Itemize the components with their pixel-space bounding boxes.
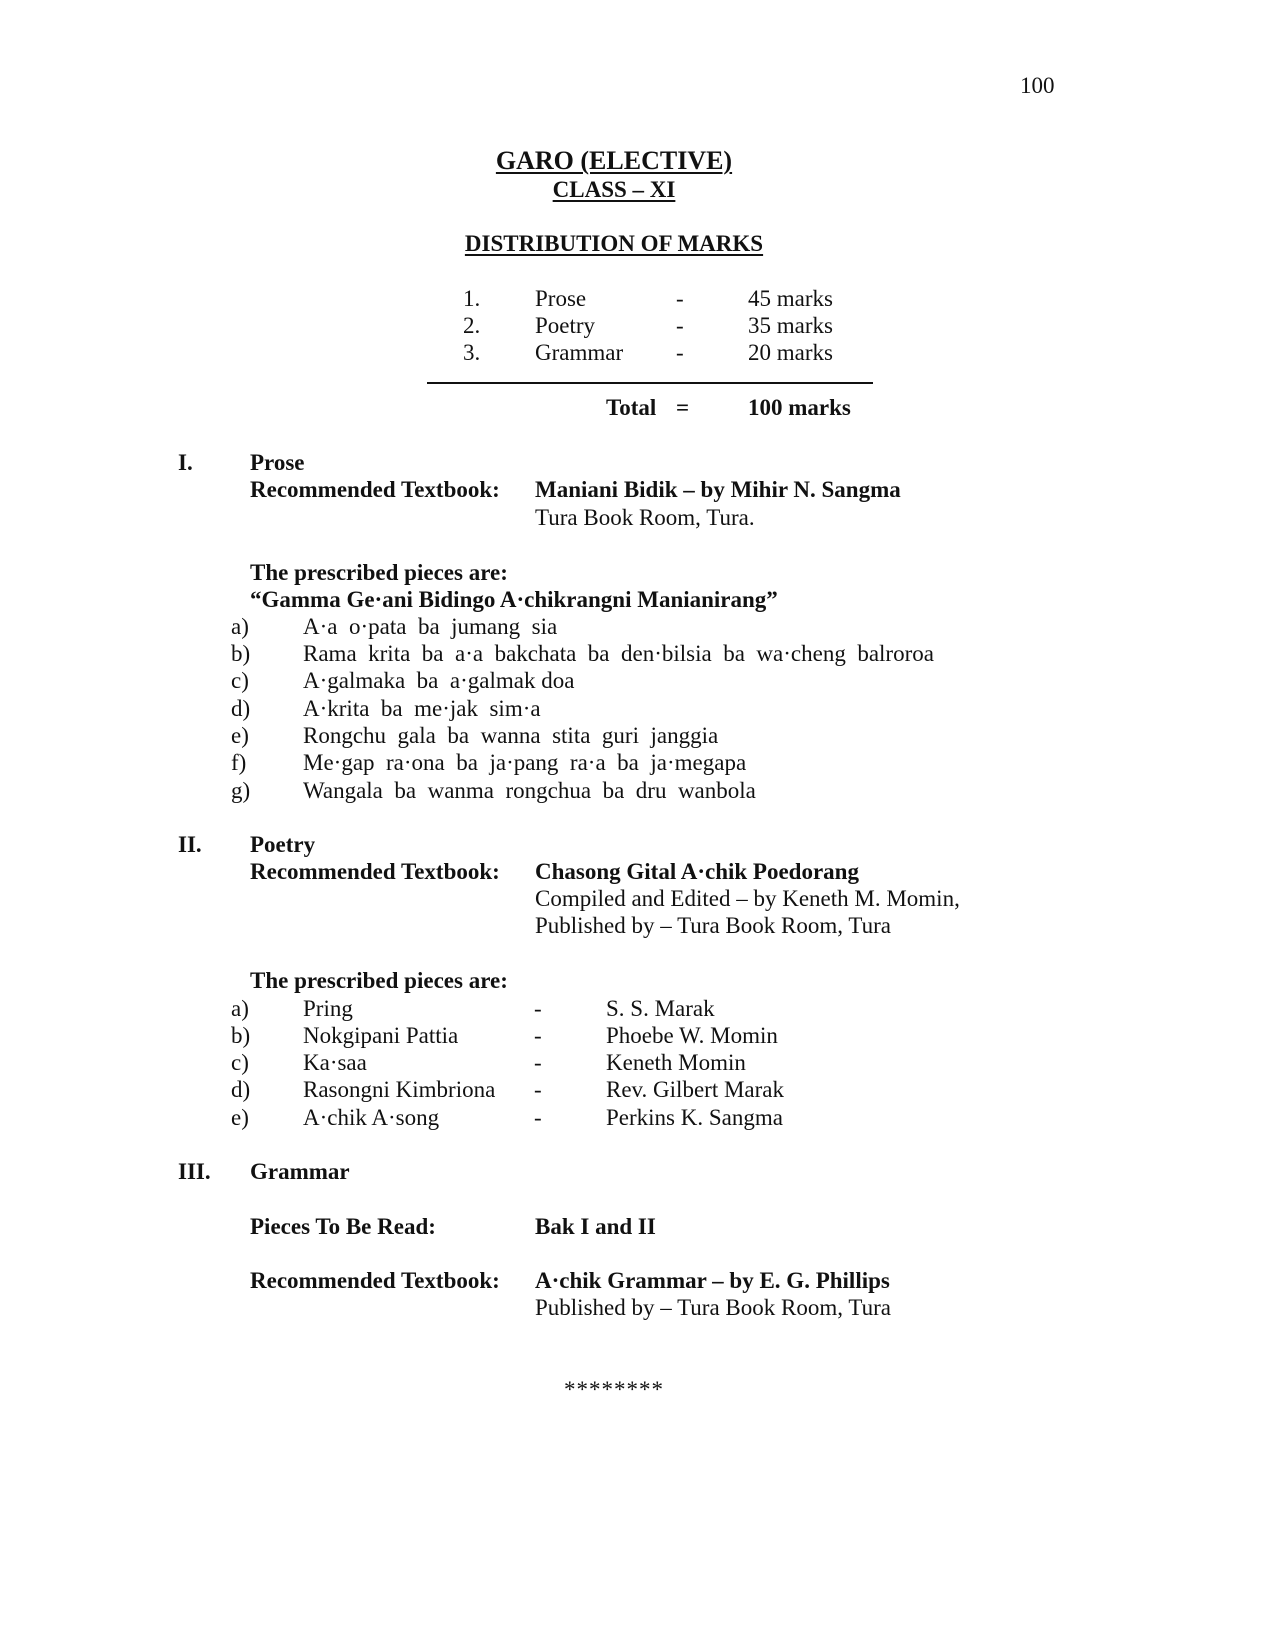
poem-title: A·chik A·song xyxy=(303,1105,440,1130)
total-rule xyxy=(427,382,873,384)
end-mark: ******** xyxy=(564,1377,664,1402)
list-text: Rama krita ba a·a bakchata ba den·bilsia ba wa·cheng balroroa xyxy=(303,641,934,666)
list-letter: f) xyxy=(231,750,247,775)
pieces-value: Bak I and II xyxy=(535,1214,656,1239)
total-value: 100 marks xyxy=(748,395,851,420)
list-letter: d) xyxy=(231,696,251,721)
page-number: 100 xyxy=(1020,73,1055,98)
poem-title: Nokgipani Pattia xyxy=(303,1023,459,1048)
total-equals: = xyxy=(676,395,690,420)
pieces-heading: The prescribed pieces are: xyxy=(250,560,508,585)
section-heading: Grammar xyxy=(250,1159,350,1184)
distribution-marks: 45 marks xyxy=(748,286,833,311)
pieces-label: Pieces To Be Read: xyxy=(250,1214,436,1239)
section-numeral: III. xyxy=(178,1159,211,1184)
distribution-marks: 35 marks xyxy=(748,313,833,338)
distribution-marks: 20 marks xyxy=(748,340,833,365)
list-letter: g) xyxy=(231,778,251,803)
total-label: Total xyxy=(606,395,657,420)
pieces-subtitle: “Gamma Ge·ani Bidingo A·chikrangni Manianirang” xyxy=(250,587,778,612)
textbook-compiler: Compiled and Edited – by Keneth M. Momin, xyxy=(535,886,960,911)
list-letter: a) xyxy=(231,996,249,1021)
section-numeral: II. xyxy=(178,832,202,857)
list-letter: d) xyxy=(231,1077,251,1102)
pieces-heading: The prescribed pieces are: xyxy=(250,968,508,993)
textbook-label: Recommended Textbook: xyxy=(250,859,500,884)
list-letter: e) xyxy=(231,1105,249,1130)
textbook-publisher: Published by – Tura Book Room, Tura xyxy=(535,1295,891,1320)
poem-title: Ka·saa xyxy=(303,1050,367,1075)
list-letter: a) xyxy=(231,614,249,639)
poem-author: Perkins K. Sangma xyxy=(606,1105,783,1130)
distribution-number: 2. xyxy=(463,313,481,338)
poem-dash: - xyxy=(534,1077,542,1102)
list-text: Wangala ba wanma rongchua ba dru wanbola xyxy=(303,778,756,803)
poem-dash: - xyxy=(534,1050,542,1075)
distribution-section: Poetry xyxy=(535,313,596,338)
poem-dash: - xyxy=(534,1105,542,1130)
textbook-title: Maniani Bidik – by Mihir N. Sangma xyxy=(535,477,901,502)
list-letter: c) xyxy=(231,1050,249,1075)
section-heading: Poetry xyxy=(250,832,316,857)
distribution-dash: - xyxy=(676,313,684,338)
distribution-number: 3. xyxy=(463,340,481,365)
page-title: GARO (ELECTIVE) xyxy=(495,146,733,175)
list-letter: e) xyxy=(231,723,249,748)
poem-author: S. S. Marak xyxy=(606,996,715,1021)
textbook-title: A·chik Grammar – by E. G. Phillips xyxy=(535,1268,890,1293)
distribution-heading: DISTRIBUTION OF MARKS xyxy=(464,231,764,256)
textbook-label: Recommended Textbook: xyxy=(250,477,500,502)
list-letter: c) xyxy=(231,668,249,693)
poem-dash: - xyxy=(534,996,542,1021)
poem-title: Rasongni Kimbriona xyxy=(303,1077,496,1102)
list-text: A·krita ba me·jak sim·a xyxy=(303,696,541,721)
distribution-dash: - xyxy=(676,286,684,311)
list-text: Me·gap ra·ona ba ja·pang ra·a ba ja·megapa xyxy=(303,750,747,775)
list-text: A·a o·pata ba jumang sia xyxy=(303,614,558,639)
poem-dash: - xyxy=(534,1023,542,1048)
poem-author: Rev. Gilbert Marak xyxy=(606,1077,784,1102)
list-letter: b) xyxy=(231,1023,251,1048)
distribution-dash: - xyxy=(676,340,684,365)
poem-author: Phoebe W. Momin xyxy=(606,1023,778,1048)
textbook-publisher: Tura Book Room, Tura. xyxy=(535,505,755,530)
textbook-publisher: Published by – Tura Book Room, Tura xyxy=(535,913,891,938)
list-text: Rongchu gala ba wanna stita guri janggia xyxy=(303,723,719,748)
class-subtitle: CLASS – XI xyxy=(552,177,676,202)
section-heading: Prose xyxy=(250,450,305,475)
poem-title: Pring xyxy=(303,996,353,1021)
textbook-title: Chasong Gital A·chik Poedorang xyxy=(535,859,859,884)
distribution-number: 1. xyxy=(463,286,481,311)
distribution-section: Grammar xyxy=(535,340,624,365)
poem-author: Keneth Momin xyxy=(606,1050,746,1075)
list-letter: b) xyxy=(231,641,251,666)
textbook-label: Recommended Textbook: xyxy=(250,1268,500,1293)
distribution-section: Prose xyxy=(535,286,587,311)
list-text: A·galmaka ba a·galmak doa xyxy=(303,668,575,693)
section-numeral: I. xyxy=(178,450,193,475)
